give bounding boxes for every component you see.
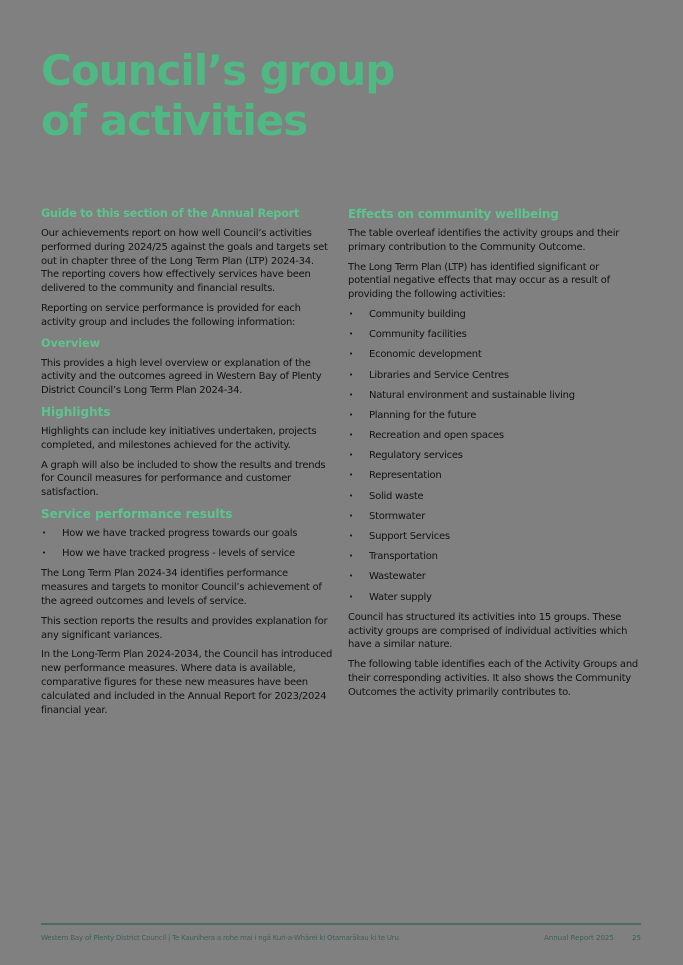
- list-item: • Water supply: [348, 591, 640, 605]
- list-item: • Libraries and Service Centres: [348, 369, 640, 383]
- list-item: • Natural environment and sustainable living: [348, 389, 640, 403]
- list-item: • Community facilities: [348, 328, 640, 342]
- list-item: • Regulatory services: [348, 449, 640, 463]
- page-title-line-2: of activities: [41, 96, 308, 145]
- list-item: • Solid waste: [348, 490, 640, 504]
- effects-heading: Effects on community wellbeing: [348, 207, 559, 221]
- footer-report-title: Annual Report 2025: [544, 934, 614, 942]
- effects-paragraph-1: The table overleaf identifies the activity groups and their primary contribution to the Community Outcome.: [348, 228, 620, 253]
- overview-paragraph: This provides a high level overview or explanation of the activity and the outcomes agreed in Western Bay of Plenty District Council’s Long Term Plan 2024-34.: [41, 357, 322, 397]
- list-item: • Support Services: [348, 530, 640, 544]
- page-title-line-1: Council’s group: [41, 46, 395, 95]
- guide-paragraph-2: Reporting on service performance is provided for each activity group and includes the following information:: [41, 302, 301, 328]
- effects-paragraph-2: The Long Term Plan (LTP) has identified significant or potential negative effects that may occur as a result of providing the following activities:: [348, 261, 610, 301]
- list-item: • Planning for the future: [348, 409, 640, 423]
- list-item: • Transportation: [348, 550, 640, 564]
- footer-organisation: Western Bay of Plenty District Council | Te Kaunihera a rohe mai i ngā Kuri-a-Whārei ki Otamarākau ki te Uru: [41, 934, 399, 942]
- list-item: • How we have tracked progress - levels of service: [41, 547, 333, 561]
- service-performance-list: [41, 527, 333, 561]
- highlights-paragraph-2: A graph will also be included to show the results and trends for Council measures for performance and customer satisfaction.: [41, 459, 326, 499]
- activities-list: [348, 308, 640, 604]
- service-paragraph-1: The Long Term Plan 2024-34 identifies performance measures and targets to monitor Council’s achievement of the agreed outcomes and levels of service.: [41, 568, 322, 607]
- right-column: [348, 206, 640, 706]
- guide-heading: Guide to this section of the Annual Report: [41, 207, 300, 220]
- highlights-paragraph-1: Highlights can include key initiatives undertaken, projects completed, and milestones achieved for the activity.: [41, 425, 317, 451]
- service-paragraph-2: This section reports the results and provides explanation for any significant variances.: [41, 615, 328, 641]
- list-item: • Economic development: [348, 348, 640, 362]
- list-item: • Stormwater: [348, 510, 640, 524]
- service-paragraph-3: In the Long-Term Plan 2024-2034, the Council has introduced new performance measures. Where data is available, comparative figures for these new measures have been calculated and included in the Annual Report for 2023/2024 financial year.: [41, 649, 333, 716]
- list-item: • Wastewater: [348, 570, 640, 584]
- structure-paragraph-2: The following table identifies each of the Activity Groups and their corresponding activities. It also shows the Community Outcomes the activity primarily contributes to.: [348, 659, 638, 698]
- overview-heading: Overview: [41, 336, 100, 350]
- highlights-heading: Highlights: [41, 404, 111, 419]
- guide-paragraph-1: Our achievements report on how well Council’s activities performed during 2024/25 against the goals and targets set out in chapter three of the Long Term Plan (LTP) 2024-34. The reporting covers how effectively services have been delivered to the community and financial results.: [41, 228, 328, 295]
- page-title: [41, 46, 394, 146]
- list-item: • Representation: [348, 469, 640, 483]
- structure-paragraph-1: Council has structured its activities into 15 groups. These activity groups are comprised of individual activities which have a similar nature.: [348, 611, 628, 651]
- service-performance-heading: Service performance results: [41, 506, 233, 521]
- page-number: 25: [632, 934, 641, 942]
- list-item: • How we have tracked progress towards our goals: [41, 527, 333, 541]
- list-item: • Community building: [348, 308, 640, 322]
- list-item: • Recreation and open spaces: [348, 429, 640, 443]
- footer-divider: [41, 923, 641, 925]
- left-column: [41, 206, 333, 723]
